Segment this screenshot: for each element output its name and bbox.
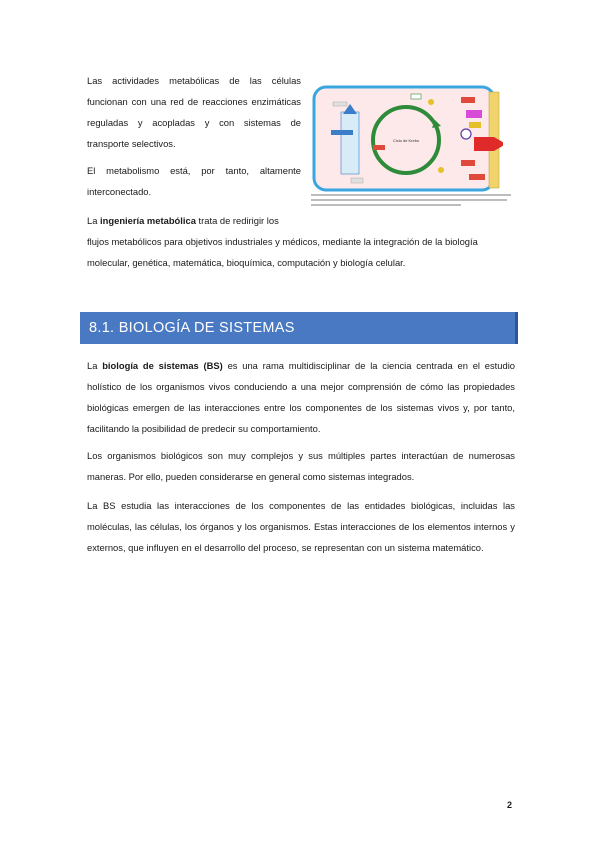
intro-paragraph-1-text: Las actividades metabólicas de las células funcionan con una red de reacciones enzimáticas reguladas y acopladas y con sistemas de transporte selectivos.: [87, 75, 301, 149]
blue-label-box: [331, 130, 353, 135]
quinone-icon: [461, 129, 471, 139]
systems-biology-term: biología de sistemas (BS): [102, 360, 223, 371]
intro-paragraph-2-text: El metabolismo está, por tanto, altamente interconectado.: [87, 165, 301, 197]
magenta-complex-box: [466, 110, 482, 118]
grey-label-box: [333, 102, 347, 106]
yellow-dot-icon-2: [428, 99, 434, 105]
intro-paragraph-3-line1: [87, 210, 301, 231]
grey-label-box-2: [351, 178, 363, 183]
page-number: 2: [507, 800, 513, 810]
intro-paragraph-2: [87, 160, 301, 202]
body-p1-rest: es una rama multidisciplinar de la ciencia centrada en el estudio holístico de los organismos vivos conduciendo a una mejor comprensión de cómo las propiedades biológicas emergen de las interacciones entre los componentes de los sistemas vivos y, por tanto, facilitando la posibilidad de predecir su comportamiento.: [87, 360, 515, 434]
intro-p3-line3: molecular, genética, matemática, bioquímica, computación y biología celular.: [87, 257, 406, 268]
figure-caption: [311, 192, 516, 206]
red-complex-box-3: [469, 174, 485, 180]
red-complex-box-2: [461, 160, 475, 166]
intro-p3-rest: trata de redirigir los: [195, 215, 279, 226]
red-label-box: [373, 145, 385, 150]
intro-p3-line2: flujos metabólicos para objetivos industriales y médicos, mediante la integración de la biología: [87, 236, 478, 247]
body-paragraph-2: [87, 445, 515, 487]
body-p2-text: Los organismos biológicos son muy complejos y sus múltiples partes interactúan de numerosas maneras. Por ello, pueden considerarse en general como sistemas integrados.: [87, 450, 515, 482]
intro-paragraph-1: [87, 70, 301, 154]
red-complex-box: [461, 97, 475, 103]
cell-metabolism-figure: [311, 82, 516, 202]
section-heading: 8.1. BIOLOGÍA DE SISTEMAS: [80, 312, 518, 344]
yellow-complex-box: [469, 122, 481, 128]
yellow-dot-icon: [438, 167, 444, 173]
metabolic-engineering-term: ingeniería metabólica: [100, 215, 196, 226]
side-vertical-label: [503, 94, 509, 174]
body-paragraph-3: [87, 495, 515, 558]
krebs-cycle-label: Ciclo de Krebs: [392, 138, 420, 143]
green-label-box: [411, 94, 421, 99]
body-p3-text: La BS estudia las interacciones de los componentes de las entidades biológicas, incluidas las moléculas, las células, los órganos y los organismos. Estas interacciones de los elementos internos y externos, que influyen en el desarrollo del proceso, se representan con un sistema matemático.: [87, 500, 515, 553]
body-paragraph-1: [87, 355, 515, 439]
body-p1-prefix: La: [87, 360, 103, 371]
figure-caption-text: [311, 192, 312, 193]
red-arrow-block: [474, 137, 494, 151]
intro-p3-prefix: La: [87, 215, 101, 226]
intro-paragraph-3-line2: [87, 231, 527, 252]
glycolysis-column: [341, 112, 359, 174]
intro-paragraph-3-line3: [87, 252, 527, 273]
